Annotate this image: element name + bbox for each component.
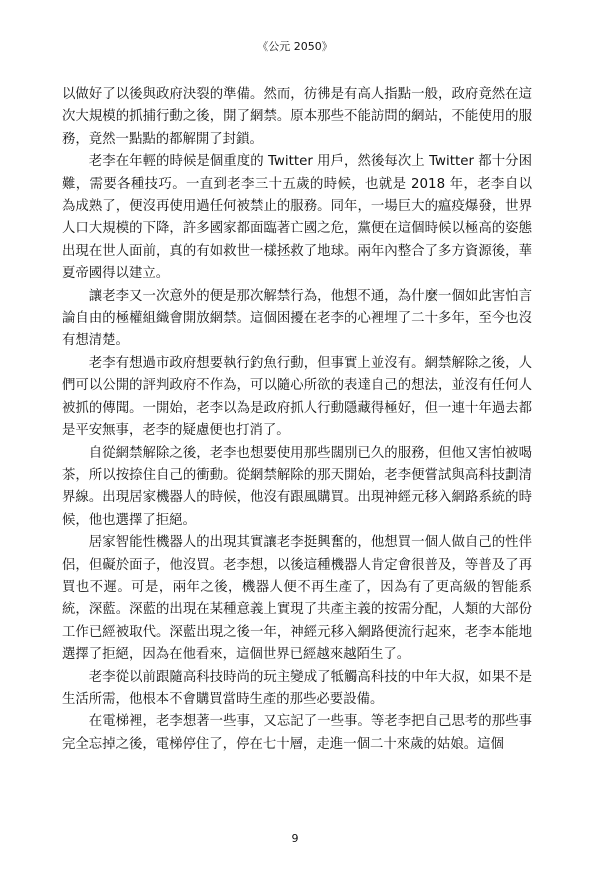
paragraph-6: 居家智能性機器人的出現其實讓老李挺興奮的，他想買一個人做自己的性伴侶，但礙於面子，他沒買。老李想，以後這種機器人肯定會很普及，等普及了再買也不遲。可是，兩年之後，機器人便不再生產了，因為有了更高級的智能系統，深藍。深藍的出現在某種意義上實現了共產主義的按需分配，人類的大部份工作已經被取代。深藍出現之後一年，神經元移入網路便流行起來，老李本能地選擇了拒絕，因為在他看來，這個世界已經越來越陌生了。: [62, 535, 532, 663]
paragraph-4: 老李有想過市政府想要執行釣魚行動，但事實上並沒有。網禁解除之後，人們可以公開的評判政府不作為，可以隨心所欲的表達自己的想法，並沒有任何人被抓的傳聞。一開始，老李以為是政府抓人行動隱藏得極好，但一連十年過去都是平安無事，老李的疑慮便也打消了。: [62, 355, 532, 439]
paragraph-2: 老李在年輕的時候是個重度的 Twitter 用戶，然後每次上 Twitter 都十分困難，需要各種技巧。一直到老李三十五歲的時候，也就是 2018 年，老李自以為成熟了，便沒再使用過任何被禁止的服務。同年，一場巨大的瘟疫爆發，世界人口大規模的下降，許多國家都面臨著亡國之危，黨便在這個時候以極高的姿態出現在世人面前，真的有如救世一樣拯救了地球。兩年內整合了多方資源後，華夏帝國得以建立。: [62, 154, 532, 282]
paragraph-7: 老李從以前跟隨高科技時尚的玩主變成了牴觸高科技的中年大叔，如果不是生活所需，他根本不會購買當時生產的那些必要設備。: [62, 669, 532, 707]
paragraph-3: 讓老李又一次意外的便是那次解禁行為，他想不通，為什麼一個如此害怕言論自由的極權組織會開放網禁。這個困擾在老李的心裡埋了二十多年，至今也沒有想清楚。: [62, 288, 532, 349]
paragraph-1: 以做好了以後與政府決裂的準備。然而，彷彿是有高人指點一般，政府竟然在這次大規模的抓捕行動之後，開了網禁。原本那些不能訪問的網站，不能使用的服務，竟然一點點的都解開了封鎖。: [62, 87, 532, 147]
paragraph-8: 在電梯裡，老李想著一些事，又忘記了一些事。等老李把自己思考的那些事完全忘掉之後，電梯停住了，停在七十層，走進一個二十來歲的姑娘。這個: [62, 714, 532, 752]
paragraph-5: 自從網禁解除之後，老李也想要使用那些闊別已久的服務，但他又害怕被喝茶，所以按捺住自己的衝動。從網禁解除的那天開始，老李便嘗試與高科技劃清界線。出現居家機器人的時候，他沒有跟風購買。出現神經元移入網路系統的時候，他也選擇了拒絕。: [62, 445, 532, 528]
page-header-title: 《公元 2050》: [257, 40, 333, 53]
body-text: [62, 84, 532, 756]
page-number: 9: [291, 832, 299, 845]
